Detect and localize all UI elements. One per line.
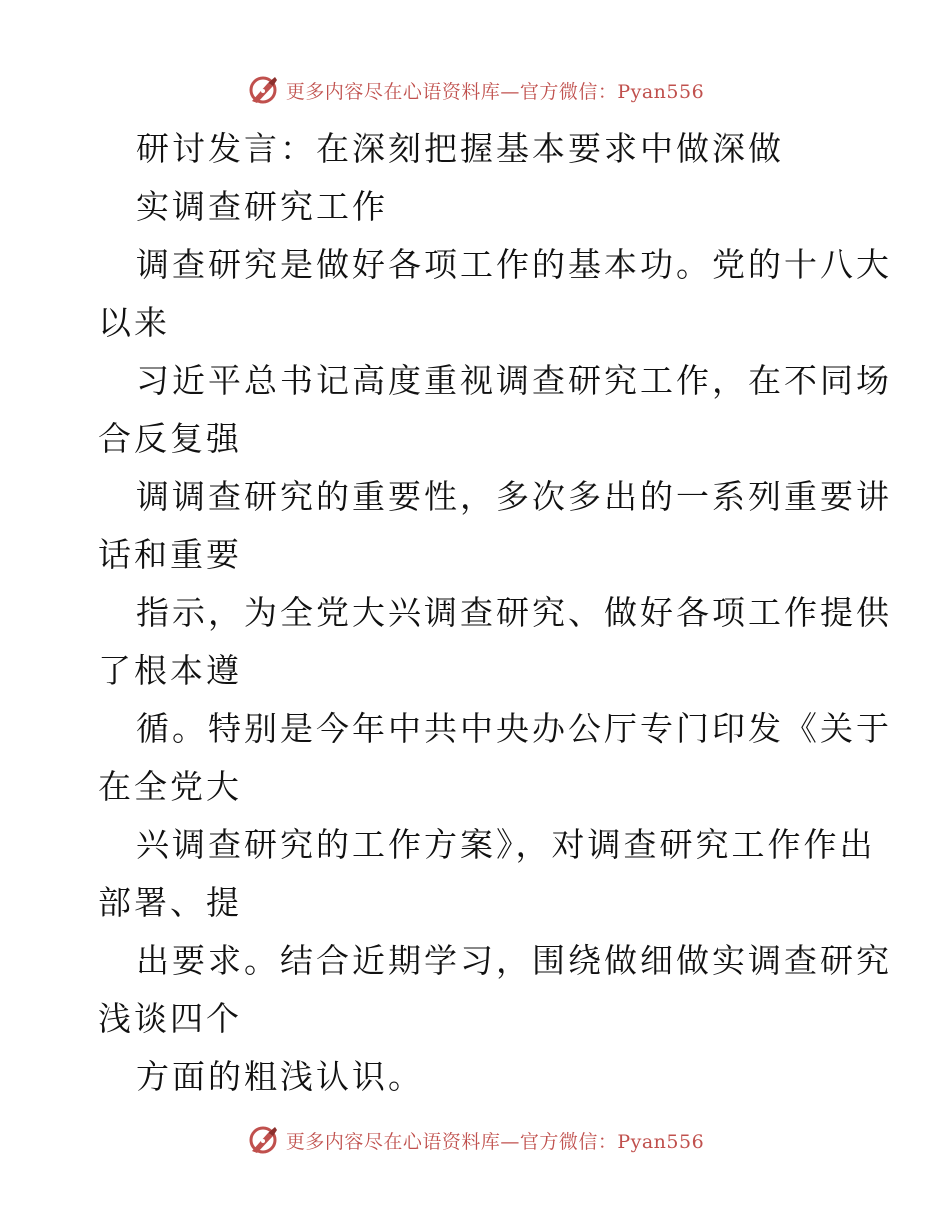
banner-text: 更多内容尽在心语资料库—官方微信：Pyan556	[285, 80, 705, 103]
paragraph-line: 调调查研究的重要性，多次多出的一系列重要讲	[136, 477, 892, 516]
paragraph-line: 话和重要	[98, 535, 242, 574]
banner-text: 更多内容尽在心语资料库—官方微信：Pyan556	[285, 1130, 705, 1153]
paragraph-line: 循。特别是今年中共中央办公厅专门印发《关于	[136, 709, 892, 748]
footer-banner	[0, 1120, 950, 1160]
paragraph-line: 在全党大	[98, 767, 242, 806]
paragraph-line: 浅谈四个	[98, 999, 242, 1038]
paragraph-line: 兴调查研究的工作方案》，对调查研究工作作出	[136, 825, 876, 864]
document-title-line: 研讨发言：在深刻把握基本要求中做深做	[136, 129, 784, 168]
paragraph-line: 调查研究是做好各项工作的基本功。党的十八大	[136, 245, 892, 284]
header-banner	[0, 70, 950, 110]
document-body	[98, 120, 892, 1106]
paragraph-line: 指示，为全党大兴调查研究、做好各项工作提供	[136, 593, 892, 632]
pen-logo-icon	[246, 73, 280, 107]
paragraph-line: 了根本遵	[98, 651, 242, 690]
paragraph-line: 部署、提	[98, 883, 242, 922]
paragraph-line: 合反复强	[98, 419, 242, 458]
paragraph-line: 以来	[98, 303, 170, 342]
paragraph-line: 习近平总书记高度重视调查研究工作，在不同场	[136, 361, 892, 400]
pen-logo-icon	[246, 1123, 280, 1157]
document-title-line: 实调查研究工作	[136, 187, 388, 226]
paragraph-line: 方面的粗浅认识。	[136, 1057, 424, 1096]
paragraph-line: 出要求。结合近期学习，围绕做细做实调查研究	[136, 941, 892, 980]
